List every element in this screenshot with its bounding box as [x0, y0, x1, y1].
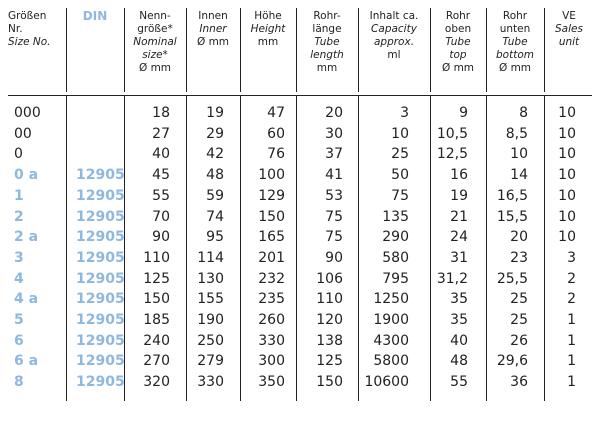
header-tube-top-line: Rohr [445, 10, 471, 22]
cell-bottom: 20 [510, 229, 528, 246]
cell-nominal: 90 [152, 229, 170, 246]
cell-top: 40 [450, 332, 468, 349]
cell-din: 12905 [76, 249, 125, 266]
header-size-line: Nr. [8, 23, 23, 35]
header-nominal-line: Ø mm [138, 62, 172, 74]
cell-size: 4 [14, 270, 24, 287]
cell-bottom: 14 [510, 167, 528, 184]
header-tube-top-line: Ø mm [441, 62, 475, 74]
cell-ve: 10 [558, 229, 576, 246]
cell-height: 260 [258, 312, 285, 328]
cell-capacity: 75 [391, 187, 409, 204]
cell-size: 5 [14, 312, 24, 328]
cell-nominal: 18 [152, 105, 170, 121]
header-tube-bottom [486, 10, 544, 75]
cell-inner: 114 [197, 249, 224, 266]
cell-capacity: 10600 [364, 374, 409, 391]
cell-nominal: 70 [152, 208, 170, 225]
cell-length: 30 [325, 125, 343, 142]
cell-size: 2 a [14, 229, 39, 246]
cell-top: 24 [450, 229, 468, 246]
header-ve-line: VE [562, 10, 576, 22]
cell-ve: 3 [567, 249, 576, 266]
cell-din: 12905 [76, 353, 125, 370]
header-capacity-line: Capacity [371, 23, 417, 35]
cell-size: 0 a [14, 167, 39, 184]
cell-din: 12905 [76, 187, 125, 204]
column-divider [358, 8, 359, 92]
cell-height: 60 [267, 125, 285, 142]
cell-capacity: 1900 [373, 312, 409, 328]
cell-length: 20 [325, 105, 343, 121]
cell-length: 53 [325, 187, 343, 204]
cell-top: 19 [450, 187, 468, 204]
cell-inner: 19 [206, 105, 224, 121]
cell-inner: 279 [197, 353, 224, 370]
cell-bottom: 8 [519, 105, 528, 121]
cell-inner: 190 [197, 312, 224, 328]
cell-ve: 10 [558, 125, 576, 142]
cell-length: 37 [325, 146, 343, 163]
header-tube-length-line: Tube [314, 36, 340, 48]
header-height-line: Height [250, 23, 286, 35]
cell-ve: 10 [558, 167, 576, 184]
cell-nominal: 320 [143, 374, 170, 391]
cell-height: 330 [258, 332, 285, 349]
header-tube-length-line: Rohr- [313, 10, 341, 22]
cell-nominal: 270 [143, 353, 170, 370]
cell-din: 12905 [76, 312, 125, 328]
cell-length: 75 [325, 229, 343, 246]
cell-size: 0 [14, 146, 23, 163]
cell-height: 129 [258, 187, 285, 204]
cell-ve: 10 [558, 146, 576, 163]
cell-capacity: 4300 [373, 332, 409, 349]
header-tube-bottom-line: Tube [502, 36, 528, 48]
cell-capacity: 795 [382, 270, 409, 287]
cell-height: 150 [258, 208, 285, 225]
header-tube-bottom-line: bottom [496, 49, 534, 61]
column-divider [296, 8, 297, 92]
cell-din: 12905 [76, 291, 125, 308]
header-nominal [124, 10, 186, 75]
cell-height: 47 [267, 105, 285, 121]
cell-bottom: 29,6 [496, 353, 528, 370]
cell-inner: 29 [206, 125, 224, 142]
cell-ve: 1 [567, 332, 576, 349]
header-tube-length [296, 10, 358, 75]
header-nominal-line: Nenn- [139, 10, 171, 22]
cell-ve: 10 [558, 208, 576, 225]
cell-inner: 74 [206, 208, 224, 225]
cell-top: 9 [459, 105, 468, 121]
header-nominal-line: size* [142, 49, 168, 61]
cell-size: 000 [14, 105, 41, 121]
cell-inner: 48 [206, 167, 224, 184]
cell-length: 150 [316, 374, 343, 391]
cell-top: 21 [450, 208, 468, 225]
cell-length: 75 [325, 208, 343, 225]
header-inner [186, 10, 240, 49]
cell-bottom: 25 [510, 291, 528, 308]
cell-bottom: 23 [510, 249, 528, 266]
header-size-line: Size No. [8, 36, 51, 48]
cell-inner: 59 [206, 187, 224, 204]
header-tube-bottom-line: Ø mm [498, 62, 532, 74]
header-tube-top-line: top [449, 49, 467, 61]
cell-capacity: 135 [382, 208, 409, 225]
cell-inner: 330 [197, 374, 224, 391]
cell-din: 12905 [76, 229, 125, 246]
column-divider [240, 8, 241, 92]
cell-ve: 1 [567, 374, 576, 391]
cell-size: 6 [14, 332, 24, 349]
cell-top: 12,5 [436, 146, 468, 163]
cell-inner: 155 [197, 291, 224, 308]
cell-size: 2 [14, 208, 24, 225]
cell-length: 41 [325, 167, 343, 184]
cell-length: 125 [316, 353, 343, 370]
cell-bottom: 25,5 [496, 270, 528, 287]
column-divider [66, 96, 67, 401]
header-nominal-line: Nominal [133, 36, 177, 48]
cell-nominal: 45 [152, 167, 170, 184]
column-divider [124, 8, 125, 92]
cell-bottom: 8,5 [505, 125, 528, 142]
header-capacity [358, 10, 430, 62]
cell-inner: 250 [197, 332, 224, 349]
cell-length: 90 [325, 249, 343, 266]
cell-nominal: 40 [152, 146, 170, 163]
cell-height: 201 [258, 249, 285, 266]
header-inner-line: Inner [199, 23, 227, 35]
cell-nominal: 27 [152, 125, 170, 142]
cell-nominal: 55 [152, 187, 170, 204]
header-ve [544, 10, 594, 49]
cell-capacity: 580 [382, 249, 409, 266]
cell-ve: 1 [567, 353, 576, 370]
header-capacity-line: ml [387, 49, 401, 61]
cell-top: 35 [450, 291, 468, 308]
header-height-line: Höhe [254, 10, 282, 22]
header-nominal-line: größe* [137, 23, 173, 35]
cell-din: 12905 [76, 270, 125, 287]
cell-nominal: 125 [143, 270, 170, 287]
cell-din: 12905 [76, 332, 125, 349]
header-height [240, 10, 296, 49]
header-tube-bottom-line: Rohr [502, 10, 528, 22]
cell-bottom: 10 [510, 146, 528, 163]
cell-ve: 10 [558, 105, 576, 121]
cell-ve: 2 [567, 291, 576, 308]
cell-height: 165 [258, 229, 285, 246]
cell-nominal: 185 [143, 312, 170, 328]
header-ve-line: Sales [555, 23, 583, 35]
cell-din: 12905 [76, 374, 125, 391]
column-divider [430, 8, 431, 92]
cell-capacity: 50 [391, 167, 409, 184]
cell-height: 232 [258, 270, 285, 287]
cell-height: 235 [258, 291, 285, 308]
column-divider [486, 8, 487, 92]
column-divider [66, 8, 67, 92]
cell-bottom: 36 [510, 374, 528, 391]
header-tube-length-line: länge [312, 23, 342, 35]
cell-height: 100 [258, 167, 285, 184]
header-tube-length-line: mm [316, 62, 338, 74]
header-size [8, 10, 66, 49]
header-capacity-line: approx. [373, 36, 415, 48]
cell-top: 31,2 [436, 270, 468, 287]
cell-top: 48 [450, 353, 468, 370]
header-size-line: Größen [8, 10, 47, 22]
header-tube-length-line: length [310, 49, 344, 61]
cell-din: 12905 [76, 167, 125, 184]
cell-length: 106 [316, 270, 343, 287]
column-divider [186, 8, 187, 92]
header-ve-line: unit [558, 36, 580, 48]
cell-size: 8 [14, 374, 24, 391]
cell-ve: 2 [567, 270, 576, 287]
cell-nominal: 150 [143, 291, 170, 308]
column-divider [544, 8, 545, 92]
header-capacity-line: Inhalt ca. [369, 10, 419, 22]
cell-capacity: 10 [391, 125, 409, 142]
cell-height: 300 [258, 353, 285, 370]
cell-nominal: 240 [143, 332, 170, 349]
cell-length: 110 [316, 291, 343, 308]
cell-capacity: 1250 [373, 291, 409, 308]
cell-length: 120 [316, 312, 343, 328]
cell-bottom: 15,5 [496, 208, 528, 225]
header-tube-bottom-line: unten [499, 23, 531, 35]
cell-height: 350 [258, 374, 285, 391]
cell-bottom: 25 [510, 312, 528, 328]
header-height-line: mm [257, 36, 279, 48]
cell-bottom: 16,5 [496, 187, 528, 204]
cell-top: 35 [450, 312, 468, 328]
cell-capacity: 25 [391, 146, 409, 163]
cell-size: 6 a [14, 353, 39, 370]
cell-inner: 42 [206, 146, 224, 163]
cell-size: 00 [14, 125, 32, 142]
header-rule [8, 95, 592, 96]
cell-size: 4 a [14, 291, 39, 308]
cell-top: 31 [450, 249, 468, 266]
cell-size: 1 [14, 187, 24, 204]
header-tube-top-line: oben [444, 23, 472, 35]
cell-ve: 1 [567, 312, 576, 328]
cell-top: 10,5 [436, 125, 468, 142]
header-tube-top [430, 10, 486, 75]
cell-nominal: 110 [143, 249, 170, 266]
cell-capacity: 290 [382, 229, 409, 246]
cell-top: 16 [450, 167, 468, 184]
cell-capacity: 3 [400, 105, 409, 121]
cell-height: 76 [267, 146, 285, 163]
header-tube-top-line: Tube [445, 36, 471, 48]
cell-din: 12905 [76, 208, 125, 225]
cell-inner: 130 [197, 270, 224, 287]
cell-top: 55 [450, 374, 468, 391]
header-inner-line: Innen [198, 10, 228, 22]
cell-inner: 95 [206, 229, 224, 246]
cell-size: 3 [14, 249, 24, 266]
header-inner-line: Ø mm [196, 36, 230, 48]
cell-capacity: 5800 [373, 353, 409, 370]
cell-bottom: 26 [510, 332, 528, 349]
cell-length: 138 [316, 332, 343, 349]
cell-ve: 10 [558, 187, 576, 204]
header-din: DIN [82, 9, 108, 23]
